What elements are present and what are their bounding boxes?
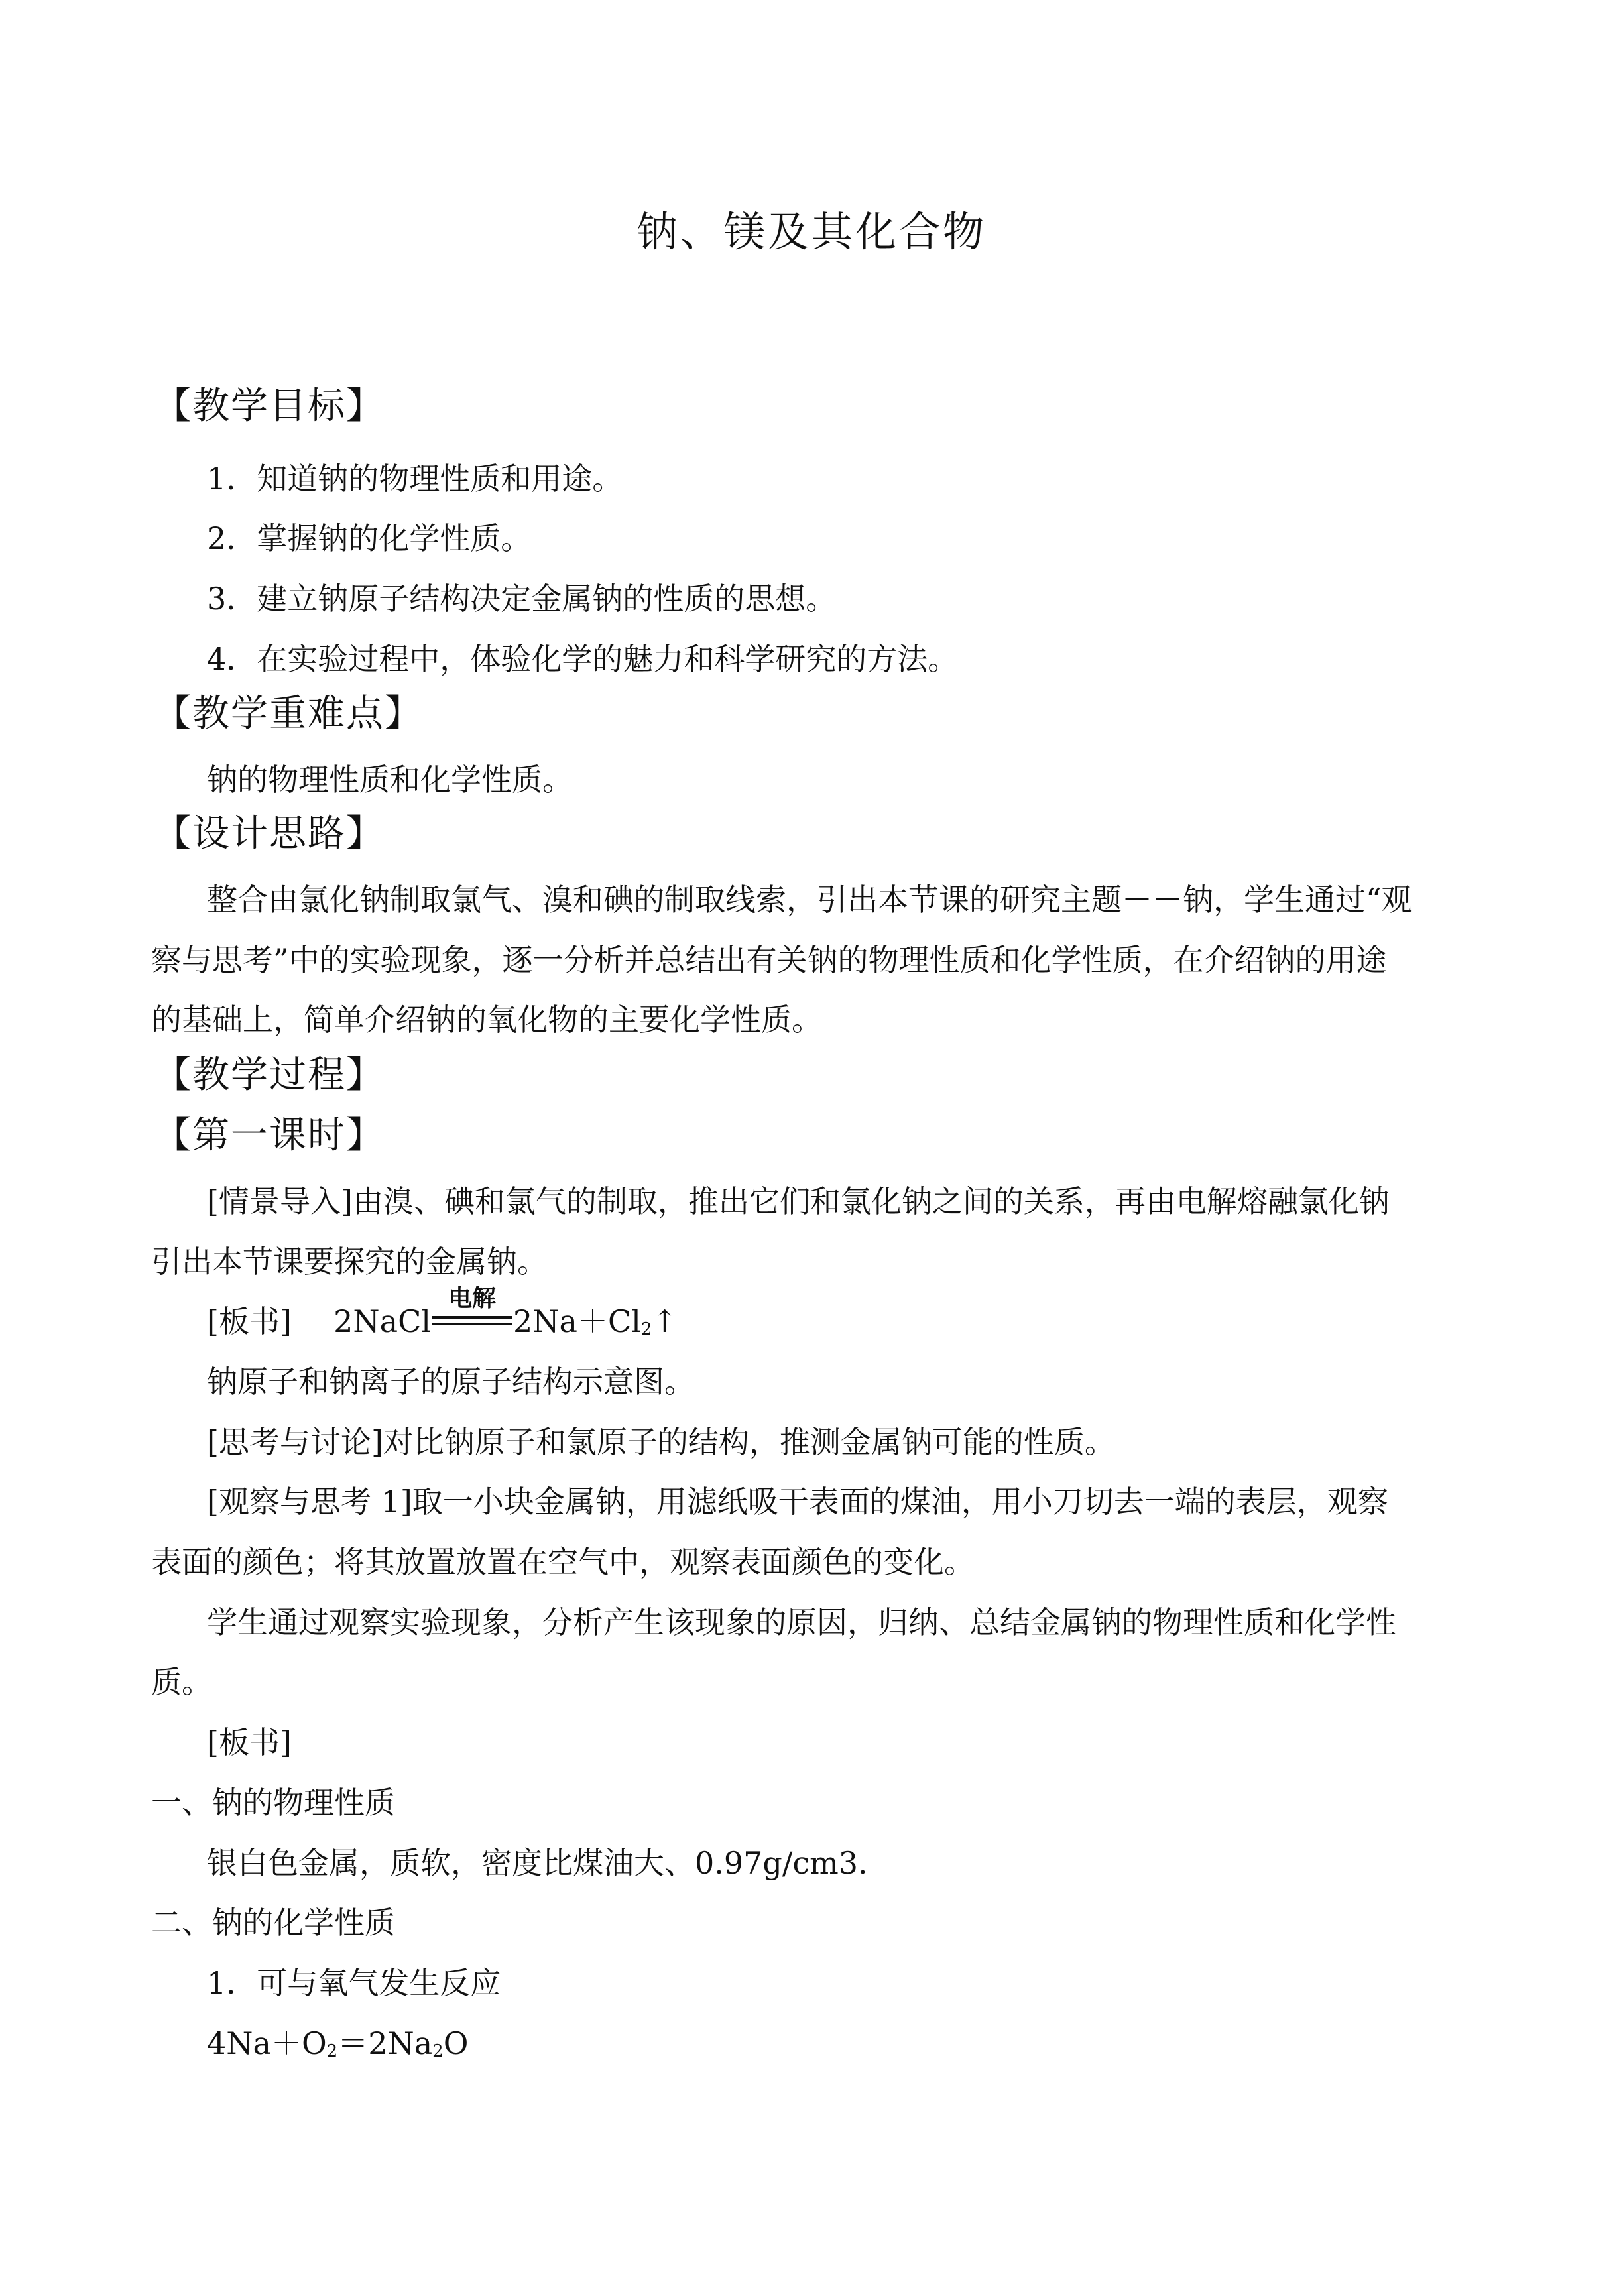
subscript: 2 xyxy=(326,2041,338,2061)
oxidation-equation: $4Na+O_2=2Na_2O$ xyxy=(207,2025,469,2061)
chemical-property-item: 1．可与氧气发生反应 xyxy=(207,1965,501,2001)
subscript: 2 xyxy=(640,1319,652,1339)
goal-item: 2．掌握钠的化学性质。 xyxy=(207,520,532,556)
design-text-line: 察与思考”中的实验现象，逐一分析并总结出有关钠的物理性质和化学性质，在介绍钠的用途 xyxy=(151,942,1387,978)
section-heading-design: 【设计思路】 xyxy=(154,812,385,855)
equation-reactant: 2NaCl xyxy=(333,1303,432,1339)
chemical-properties-heading: 二、钠的化学性质 xyxy=(151,1905,395,1941)
discussion-text: [思考与讨论]对比钠原子和氯原子的结构，推测金属钠可能的性质。 xyxy=(207,1424,1115,1460)
observe-text-line: [观察与思考 1]取一小块金属钠，用滤纸吸干表面的煤油，用小刀切去一端的表层，观察 xyxy=(207,1484,1388,1520)
design-text-line: 整合由氯化钠制取氯气、溴和碘的制取线索，引出本节课的研究主题－－钠，学生通过“观 xyxy=(207,882,1412,918)
observe-text-line: 表面的颜色；将其放置放置在空气中，观察表面颜色的变化。 xyxy=(151,1544,975,1580)
board-electrolysis-equation xyxy=(207,1285,678,1349)
structure-diagram-text: 钠原子和钠离子的原子结构示意图。 xyxy=(207,1364,695,1400)
subscript: 2 xyxy=(432,2041,444,2061)
design-text-line: 的基础上，简单介绍钠的氧化物的主要化学性质。 xyxy=(151,1002,822,1038)
board-label: [板书] xyxy=(207,1303,292,1339)
intro-text-line: [情景导入]由溴、碘和氯气的制取，推出它们和氯化钠之间的关系，再由电解熔融氯化钠 xyxy=(207,1183,1390,1219)
reaction-condition-arrow xyxy=(431,1285,513,1341)
goal-item: 4．在实验过程中，体验化学的魅力和科学研究的方法。 xyxy=(207,641,959,677)
student-text-line: 质。 xyxy=(151,1664,212,1700)
goal-item: 1．知道钠的物理性质和用途。 xyxy=(207,461,623,497)
section-heading-key-points: 【教学重难点】 xyxy=(154,692,423,735)
physical-properties-heading: 一、钠的物理性质 xyxy=(151,1785,395,1821)
equation-product: 2Na＋Cl xyxy=(513,1303,641,1339)
gas-arrow-icon: ↑ xyxy=(652,1303,678,1339)
page-title: 钠、镁及其化合物 xyxy=(636,208,987,256)
section-heading-lesson-one: 【第一课时】 xyxy=(154,1114,385,1157)
board-label: [板书] xyxy=(207,1724,292,1760)
section-heading-process: 【教学过程】 xyxy=(154,1054,385,1097)
reaction-condition: 电解 xyxy=(448,1285,497,1312)
physical-properties-text: 银白色金属，质软，密度比煤油大、0.97g/cm3. xyxy=(207,1845,868,1881)
intro-text-line: 引出本节课要探究的金属钠。 xyxy=(151,1244,548,1280)
goal-item: 3．建立钠原子结构决定金属钠的性质的思想。 xyxy=(207,581,837,617)
key-points-text: 钠的物理性质和化学性质。 xyxy=(207,762,573,798)
section-heading-goals: 【教学目标】 xyxy=(154,385,385,428)
student-text-line: 学生通过观察实验现象，分析产生该现象的原因，归纳、总结金属钠的物理性质和化学性 xyxy=(207,1604,1396,1640)
